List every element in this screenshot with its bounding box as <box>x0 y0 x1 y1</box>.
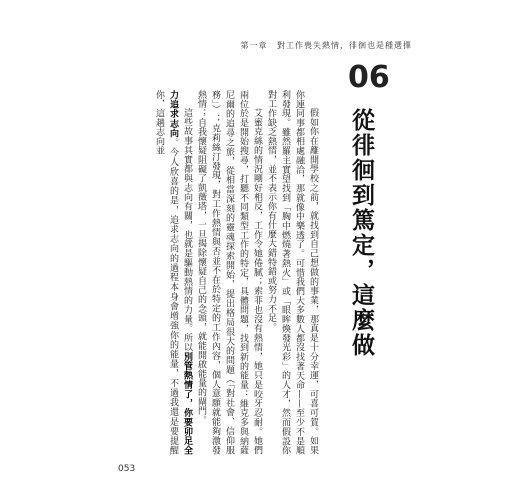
paragraph-3-text-c: 。今人欣喜的是，追求志向的過程本身會增強你的能量，不過我還是要提醒你，這趟志向並 <box>154 90 178 456</box>
chapter-title: 對工作喪失熱情，徘徊也是種選擇 <box>277 41 412 50</box>
paragraph-3 <box>152 90 194 455</box>
section-number: 06 <box>348 60 390 95</box>
body-text <box>130 90 320 455</box>
chapter-label: 第一章 <box>240 41 268 50</box>
paragraph-3-text-a: 這些故事其實都與志向有關，也就是驅動熱情的力量。所以 <box>182 108 192 352</box>
paragraph-2: 艾蜜克絲的情況剛好相反，工作令她倦膩；索菲也沒有熱情，她只是咬牙忍耐。她們兩位於是開始搜尋，打聽不同類型工作的特定，具體問題，找到新的能量：維克多與納薩尼爾的追尋之旅，從相當深刻的靈魂探索開始，提出格局很大的問題（「對社會、信仰服務」）；克莉絲汀發現，對工作熱情與否並不在於特定的工作內容，個人意願就能夠激發熱情；自我懷疑阻礙了凱薇塔，一旦揭除懷疑自己的念頭，就能開啟能量的閘門。 <box>196 90 262 455</box>
paragraph-1: 假如你在離開學校之前，就找到自己想做的事業，那真是十分幸運，可喜可賀。如果你連同事都相處融洽，那就像中樂透了。可惜我們大多數人都沒找著天命——至少不是順利發現。雖然羅主實望找到「胸中燃燒著熱火」或「眼眸煥發光彩」的人才，然而假設你對工作缺乏熱情，並不表示你有什麼大錯特錯或努力不足。 <box>266 90 318 455</box>
page-number: 053 <box>118 464 136 474</box>
bold-emphasis: 別管熱情了，你要卯足全力追求志向 <box>168 90 192 455</box>
section-title: 從徘徊到篤定，這麼做 <box>348 108 375 358</box>
running-header <box>240 40 412 51</box>
